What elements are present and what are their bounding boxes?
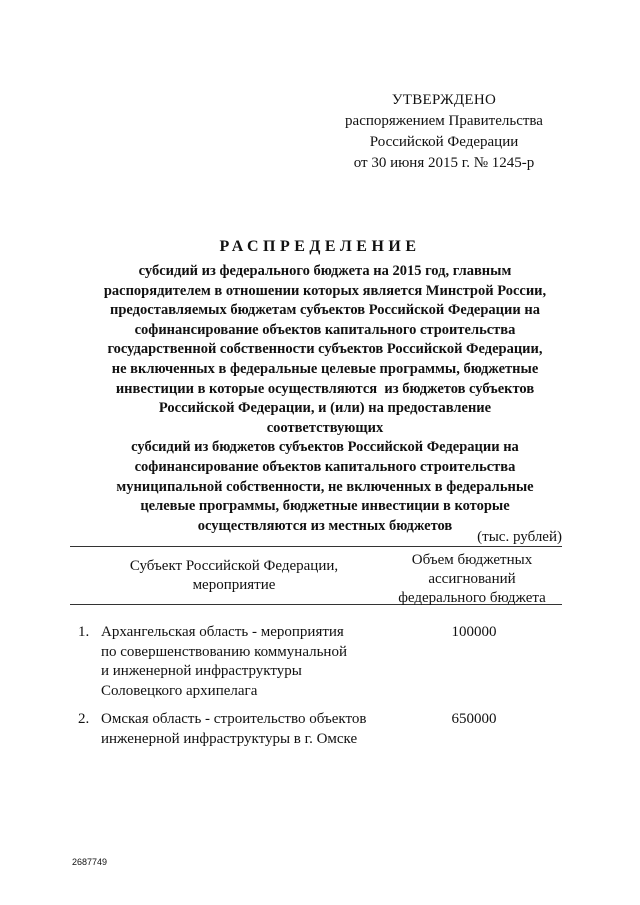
- approval-stamp: [330, 90, 558, 174]
- approved-label: УТВЕРЖДЕНО: [391, 92, 497, 108]
- row-line: инженерной инфраструктуры в г. Омске: [101, 730, 358, 747]
- header-volume: [388, 547, 556, 604]
- subtitle-line: инвестиции в которые осуществляются из бюджетов субъектов: [115, 380, 535, 397]
- row-description: [101, 623, 376, 701]
- subtitle-line: Российской Федерации, и (или) на предоставление соответствующих: [158, 400, 492, 436]
- document-heading: РАСПРЕДЕЛЕНИЕ: [219, 238, 421, 255]
- subtitle-line: субсидий из бюджетов субъектов Российской Федерации на: [131, 439, 519, 456]
- document-subtitle: [100, 262, 550, 536]
- row-line: Соловецкого архипелага: [101, 682, 258, 699]
- row-line: Архангельская область - мероприятия: [101, 624, 344, 640]
- approval-date-line: от 30 июня 2015 г. № 1245-р: [353, 155, 535, 171]
- approval-line: распоряжением Правительства: [345, 113, 543, 129]
- subtitle-line: целевые программы, бюджетные инвестиции в которые: [140, 498, 510, 515]
- header-volume-line: ассигнований: [428, 571, 516, 587]
- subtitle-line: софинансирование объектов капитального строительства: [134, 321, 516, 338]
- subtitle-line: предоставляемых бюджетам субъектов Российской Федерации на: [110, 302, 540, 319]
- subtitle-line: распорядителем в отношении которых является Минстрой России,: [103, 282, 547, 299]
- row-value: 650000: [451, 711, 497, 727]
- row-line: и инженерной инфраструктуры: [101, 663, 302, 679]
- header-subject-line: мероприятие: [192, 576, 276, 593]
- subtitle-line: государственной собственности субъектов Российской Федерации,: [107, 341, 543, 358]
- header-subject-line: Субъект Российской Федерации,: [129, 557, 339, 574]
- subtitle-line: осуществляются из местных бюджетов: [197, 517, 453, 534]
- row-number: 2.: [78, 711, 90, 727]
- row-line: по совершенствованию коммунальной: [101, 643, 347, 660]
- allocation-table: [70, 546, 562, 747]
- header-volume-line: федерального бюджета: [398, 590, 546, 606]
- unit-label: (тыс. рублей): [477, 529, 562, 545]
- subtitle-line: софинансирование объектов капитального строительства: [134, 458, 516, 475]
- table-header: [70, 546, 562, 605]
- document-code: 2687749: [72, 857, 108, 867]
- row-value: 100000: [451, 624, 497, 640]
- row-line: Омская область - строительство объектов: [101, 711, 367, 727]
- row-description: [101, 710, 376, 749]
- approval-line: Российской Федерации: [369, 134, 519, 150]
- subtitle-line: субсидий из федерального бюджета на 2015 год, главным: [138, 263, 512, 279]
- header-subject: [70, 547, 388, 604]
- subtitle-line: муниципальной собственности, не включенных в федеральные: [116, 478, 534, 495]
- header-volume-line: Объем бюджетных: [411, 552, 533, 568]
- subtitle-line: не включенных в федеральные целевые программы, бюджетные: [111, 360, 539, 377]
- row-number: 1.: [78, 624, 90, 640]
